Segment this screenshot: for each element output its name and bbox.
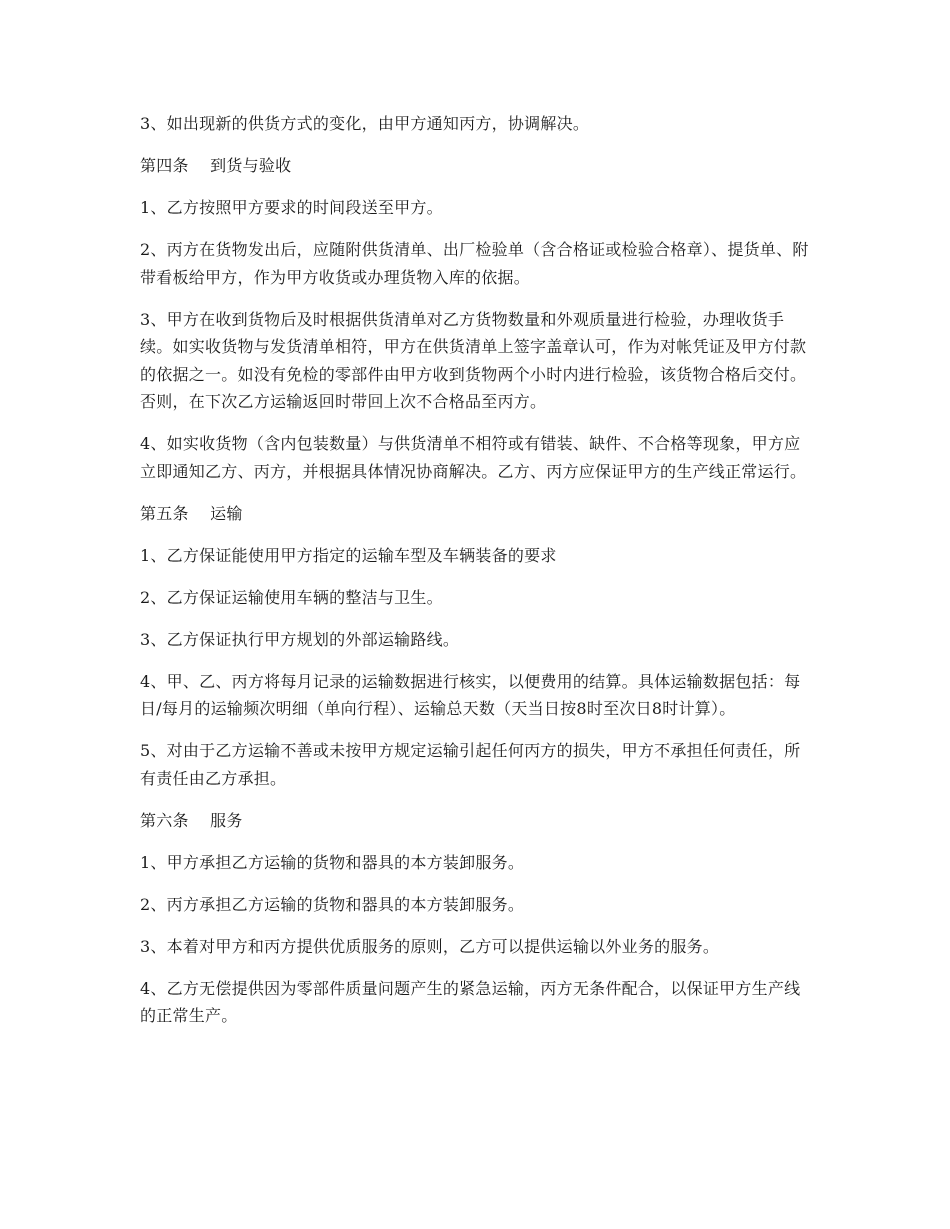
clause-item: 2、丙方在货物发出后，应随附供货清单、出厂检验单（含合格证或检验合格章）、提货单、附带看板给甲方，作为甲方收货或办理货物入库的依据。	[140, 240, 809, 287]
clause-item: 3、本着对甲方和丙方提供优质服务的原则，乙方可以提供运输以外业务的服务。	[140, 936, 720, 956]
clause-item: 3、乙方保证执行甲方规划的外部运输路线。	[140, 629, 460, 649]
clause-item: 3、如出现新的供货方式的变化，由甲方通知丙方，协调解决。	[140, 114, 590, 133]
section-heading: 第六条 服务	[140, 810, 243, 830]
clause-item: 1、甲方承担乙方运输的货物和器具的本方装卸服务。	[140, 852, 525, 872]
section-heading: 第四条 到货与验收	[140, 156, 292, 175]
clause-item: 1、乙方保证能使用甲方指定的运输车型及车辆装备的要求	[140, 545, 557, 565]
clause-item: 5、对由于乙方运输不善或未按甲方规定运输引起任何丙方的损失，甲方不承担任何责任，所有责任由乙方承担。	[140, 741, 801, 788]
clause-item: 1、乙方按照甲方要求的时间段送至甲方。	[140, 198, 443, 217]
clause-item: 4、甲、乙、丙方将每月记录的运输数据进行核实，以便费用的结算。具体运输数据包括：每日/每月的运输频次明细（单向行程）、运输总天数（天当日按8时至次日8时计算）。	[140, 671, 801, 718]
section-heading: 第五条 运输	[140, 503, 243, 523]
clause-item: 4、如实收货物（含内包装数量）与供货清单不相符或有错装、缺件、不合格等现象，甲方应立即通知乙方、丙方，并根据具体情况协商解决。乙方、丙方应保证甲方的生产线正常运行。	[140, 434, 807, 481]
clause-item: 3、甲方在收到货物后及时根据供货清单对乙方货物数量和外观质量进行检验，办理收货手续。如实收货物与发货清单相符，甲方在供货清单上签字盖章认可，作为对帐凭证及甲方付款的依据之一。如没有免检的零部件由甲方收到货物两个小时内进行检验，该货物合格后交付。否则，在下次乙方运输返回时带回上次不合格品至丙方。	[140, 309, 807, 411]
clause-item: 2、丙方承担乙方运输的货物和器具的本方装卸服务。	[140, 894, 525, 914]
clause-item: 4、乙方无偿提供因为零部件质量问题产生的紧急运输，丙方无条件配合，以保证甲方生产线的正常生产。	[140, 978, 801, 1025]
document-body	[140, 110, 812, 1044]
clause-item: 2、乙方保证运输使用车辆的整洁与卫生。	[140, 587, 443, 607]
